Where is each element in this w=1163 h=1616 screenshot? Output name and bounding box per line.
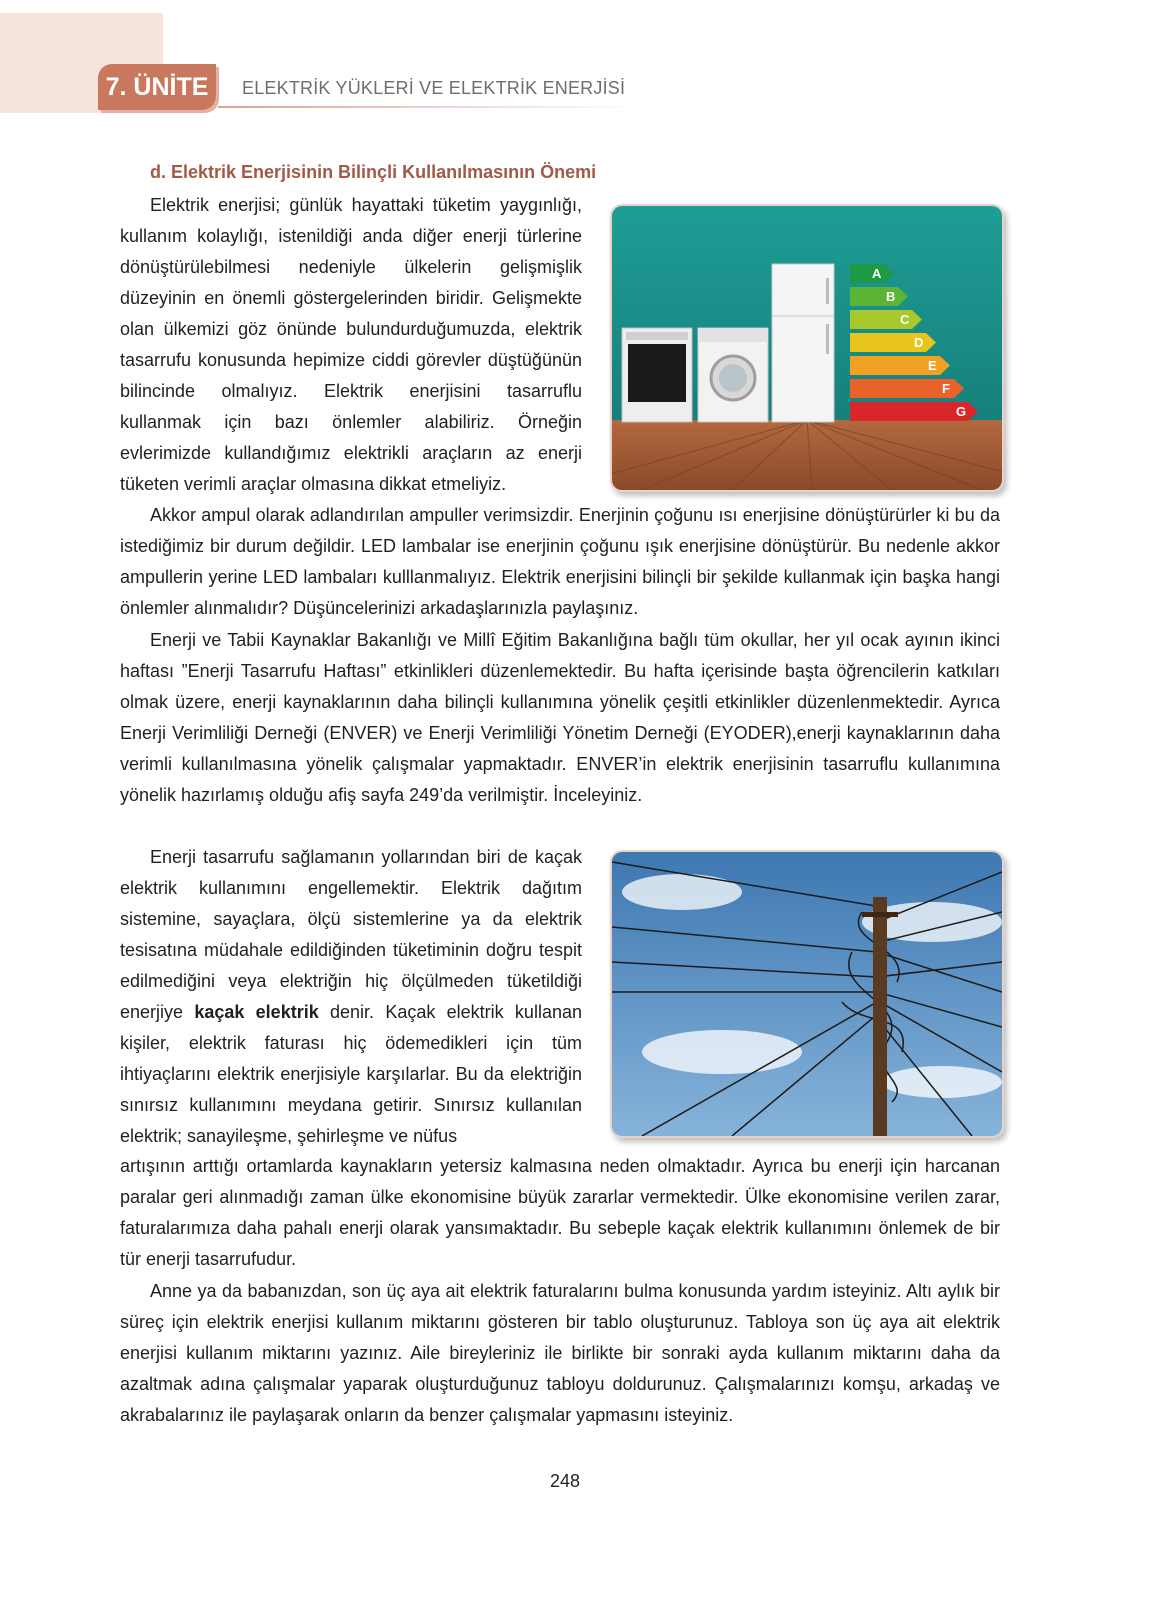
energy-grade-b: B	[886, 289, 896, 304]
unit-badge: 7. ÜNİTE	[98, 64, 216, 110]
paragraph-illegal-electricity	[120, 842, 582, 1152]
paragraph-economy: artışının arttığı ortamlarda kaynakların yetersiz kalmasına neden olmaktadır. Ayrıca bu enerji için harcanan paralar geri alınmadığı zaman ülke ekonomisine büyük zararlar vermektedir. Ülke ekonomisine verilen zarar, faturalarımıza daha pahalı enerji olarak yansımaktadır. Bu sebeple kaçak elektrik kullanımını önlemek de bir tür enerji tasarrufudur.	[120, 1156, 1000, 1269]
paragraph-energy-week: Enerji ve Tabii Kaynaklar Bakanlığı ve Millî Eğitim Bakanlığına bağlı tüm okullar, her yıl ocak ayının ikinci haftası ”Enerji Tasarrufu Haftası” etkinlikleri düzenlemektedir. Bu hafta içerisinde başta öğrencilerin katkıları olmak üzere, enerji kaynaklarının daha bilinçli kullanımına yönelik çeşitli etkinlikler düzenlenmektedir. Ayrıca Enerji Verimliliği Derneği (ENVER) ve Enerji Verimliliği Yönetim Derneği (EYODER),enerji kaynaklarının daha verimli kullanılmasına yönelik çalışmalar yapmaktadır. ENVER’in elektrik enerjisinin tasarruflu kullanımına yönelik hazırlamış olduğu afiş sayfa 249’da verilmiştir. İnceleyiniz.	[120, 630, 1000, 805]
washing-machine-icon	[698, 328, 768, 422]
energy-grade-a: A	[872, 266, 882, 281]
energy-bar-b	[850, 287, 908, 306]
energy-grade-e: E	[928, 358, 937, 373]
page-number: 248	[549, 1471, 581, 1491]
header-rule	[218, 106, 638, 108]
refrigerator-icon	[772, 264, 834, 422]
energy-bar-c	[850, 310, 922, 329]
energy-grade-g: G	[956, 404, 967, 419]
term-kacak-elektrik: kaçak elektrik	[194, 1002, 319, 1022]
energy-grade-f: F	[942, 381, 950, 396]
paragraph-activity: Anne ya da babanızdan, son üç aya ait elektrik faturalarını bulma konusunda yardım isteyiniz. Altı aylık bir süreç için elektrik enerjisi kullanım miktarını gösteren bir tablo oluşturunuz. Tabloya son üç aya ait elektrik enerjisi kullanım miktarını yazınız. Aile bireyleriniz ile birlikte bir sonraki ayda kullanım miktarını daha da azaltmak adına çalışmalar yaparak oluşturduğunuz tabloyu doldurunuz. Çalışmalarınızı komşu, arkadaş ve akrabalarınız ile paylaşarak onların da benzer çalışmalar yapmasını isteyiniz.	[120, 1281, 1000, 1425]
paragraph-led: Akkor ampul olarak adlandırılan ampuller verimsizdir. Enerjinin çoğunu ısı enerjisine dönüştürürler ki bu da istediğimiz bir durum değildir. LED lambalar ise enerjinin çoğunu ışık enerjisine dönüştürür. Bu nedenle akkor ampullerin yerine LED lambaları kulllanmalıyız. Elektrik enerjisini bilinçli bir şekilde kullanmak için başka hangi önlemler alınmalıdır? Düşüncelerinizi arkadaşlarınızla paylaşınız.	[120, 505, 1000, 618]
p4-text-after: denir. Kaçak elektrik kullanan kişiler, elektrik faturası hiç ödemedikleri için tüm ihtiyaçlarını elektrik enerjisiyle karşılarlar. Bu da elektriğin sınırsız kullanımını meydana getirir. Sınırsız kullanılan elektrik; sanayileşme, şehirleşme ve nüfus	[120, 1002, 582, 1146]
electric-pole-photo	[610, 850, 1004, 1138]
energy-grade-c: C	[900, 312, 910, 327]
appliances-energy-label-photo	[610, 204, 1004, 492]
chapter-title: ELEKTRİK YÜKLERİ VE ELEKTRİK ENERJİSİ	[242, 78, 626, 98]
section-heading: d. Elektrik Enerjisinin Bilinçli Kullanılmasının Önemi	[150, 162, 597, 182]
oven-icon	[622, 328, 692, 422]
energy-grade-d: D	[914, 335, 924, 350]
paragraph-intro: Elektrik enerjisi; günlük hayattaki tüketim yaygınlığı, kullanım kolaylığı, istenildiği anda diğer enerji türlerine dönüştürülebilmesi nedeniyle ülkelerin gelişmişlik düzeyinin en önemli göstergelerinden biridir. Gelişmekte olan ülkemizi göz önünde bulundurduğumuzda, elektrik tasarrufu konusunda hepimize ciddi görevler düştüğünün bilincinde olmalıyız. Elektrik enerjisini tasarruflu kullanmak için bazı önlemler alabiliriz. Örneğin evlerimizde kullandığımız elektrikli araçların az enerji tüketen verimli araçlar olmasına dikkat etmeliyiz.	[120, 195, 582, 494]
p4-text-before: Enerji tasarrufu sağlamanın yollarından biri de kaçak elektrik kullanımını engellemektir. Elektrik dağıtım sistemine, sayaçlara, ölçü sistemlerine ya da elektrik tesisatına müdahale edildiğinden tüketiminin doğru tespit edilmediğini veya elektriğin hiç ölçülmeden tüketildiği enerjiye	[120, 847, 582, 1022]
